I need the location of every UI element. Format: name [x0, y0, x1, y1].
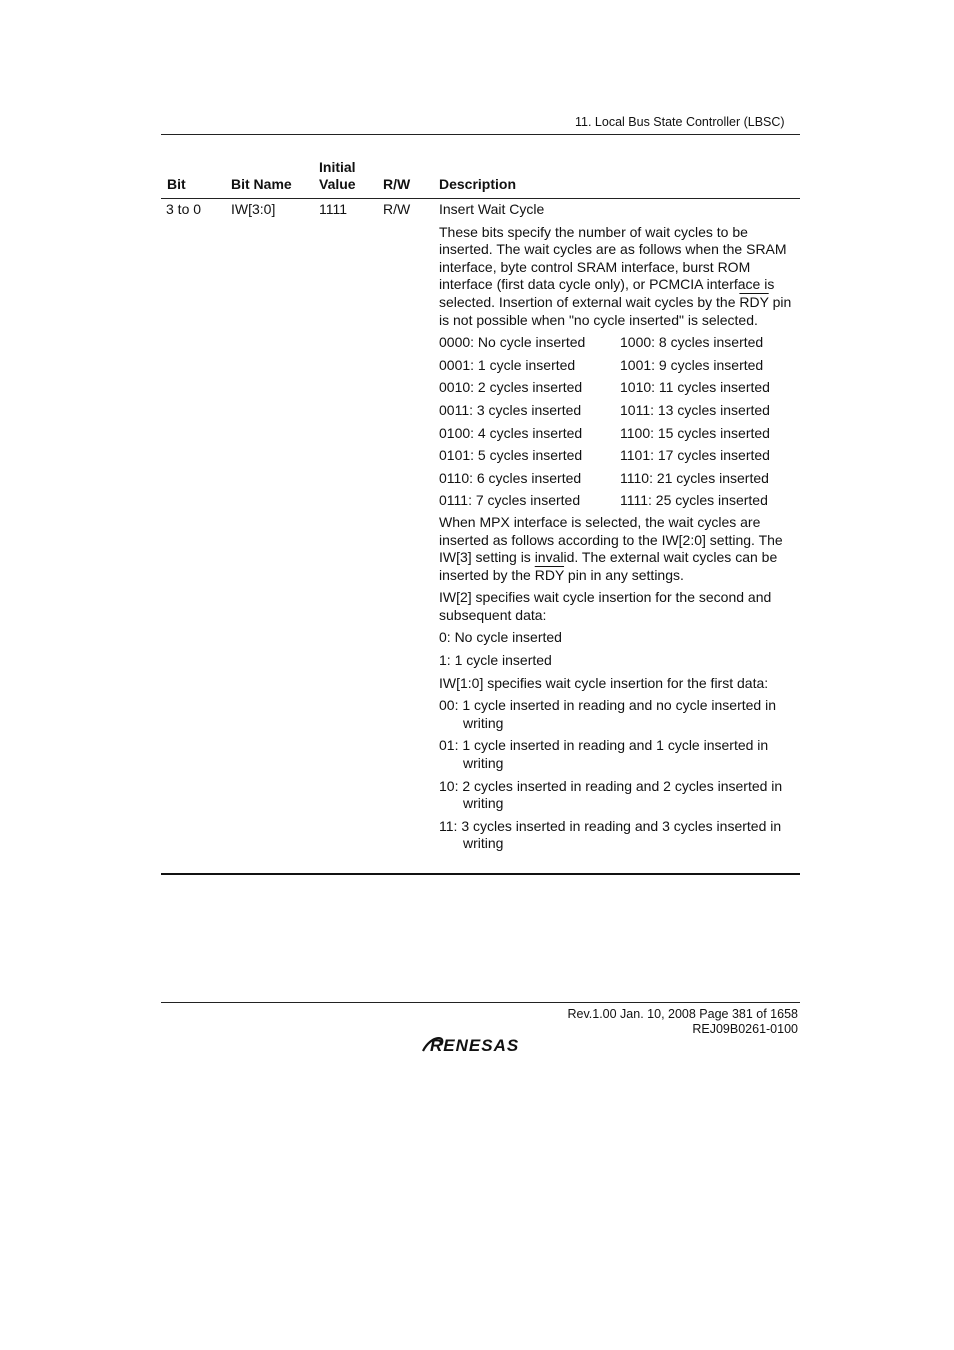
description-cell	[439, 201, 801, 853]
footer-revision: Rev.1.00 Jan. 10, 2008 Page 381 of 1658	[567, 1007, 798, 1021]
setting-0000: 0000: No cycle inserted	[439, 334, 586, 351]
desc-intro	[439, 224, 801, 330]
col-description: Description	[439, 176, 517, 192]
cell-bit-name: IW[3:0]	[231, 201, 276, 217]
desc-iw2: IW[2] specifies wait cycle insertion for the second and subsequent data:	[439, 589, 772, 623]
header-rule	[161, 134, 800, 135]
iw2-option-1: 1: 1 cycle inserted	[439, 652, 552, 669]
setting-1111: 1111: 25 cycles inserted	[620, 492, 768, 509]
cell-initial-value: 1111	[319, 201, 348, 217]
desc-mpx-text-b: pin in any settings.	[564, 566, 684, 583]
setting-0100: 0100: 4 cycles inserted	[439, 424, 583, 441]
setting-1100: 1100: 15 cycles inserted	[620, 424, 770, 441]
iw10-option-10: 10: 2 cycles inserted in reading and 2 cycles inserted in writing	[439, 777, 783, 812]
footer-rule	[161, 1002, 800, 1003]
setting-1110: 1110: 21 cycles inserted	[620, 469, 769, 486]
logo-wordmark: RENESAS	[430, 1036, 520, 1055]
desc-mpx	[439, 514, 801, 584]
running-header: 11. Local Bus State Controller (LBSC)	[575, 115, 785, 129]
iw10-option-00: 00: 1 cycle inserted in reading and no cycle inserted in writing	[439, 697, 776, 731]
setting-0111: 0111: 7 cycles inserted	[439, 492, 581, 509]
col-bit-name: Bit Name	[231, 176, 292, 192]
iw2-option-0: 0: No cycle inserted	[439, 629, 562, 646]
setting-1001: 1001: 9 cycles inserted	[620, 356, 764, 373]
setting-0010: 0010: 2 cycles inserted	[439, 379, 583, 396]
col-initial: Initial	[319, 159, 356, 175]
setting-0001: 0001: 1 cycle inserted	[439, 356, 576, 373]
renesas-logo-graphic	[421, 1033, 543, 1057]
table-header-rule	[161, 198, 800, 199]
iw10-option-11: 11: 3 cycles inserted in reading and 3 cycles inserted in writing	[439, 817, 782, 852]
setting-0110: 0110: 6 cycles inserted	[439, 469, 582, 486]
desc-iw10: IW[1:0] specifies wait cycle insertion for the first data:	[439, 674, 769, 691]
cell-rw: R/W	[383, 201, 411, 217]
renesas-logo	[421, 1033, 543, 1057]
col-value: Value	[319, 176, 356, 192]
iw10-option-01: 01: 1 cycle inserted in reading and 1 cycle inserted in writing	[439, 737, 769, 772]
desc-intro-text-a: These bits specify the number of wait cycles to be inserted. The wait cycles are as follows when the SRAM interface, byte control SRAM interface, burst ROM interface (first data cycle only), or PCMCIA interface is selected. Insertion of external wait cycles by the	[439, 223, 787, 310]
setting-1010: 1010: 11 cycles inserted	[620, 379, 770, 396]
setting-1101: 1101: 17 cycles inserted	[620, 447, 770, 464]
col-bit: Bit	[167, 176, 186, 192]
table-bottom-rule	[161, 873, 800, 875]
setting-1011: 1011: 13 cycles inserted	[620, 401, 770, 418]
desc-intro-text-b: pin is not possible when "no cycle inserted" is selected.	[439, 293, 792, 328]
rdy-pin-label: $\overline{RDY}$	[739, 293, 769, 310]
wait-cycle-settings	[439, 334, 801, 510]
setting-0011: 0011: 3 cycles inserted	[439, 401, 582, 418]
desc-mpx-text-a: When MPX interface is selected, the wait cycles are inserted as follows according to the IW[2:0] setting. The IW[3] setting is invalid. The external wait cycles can be inserted by the	[439, 513, 783, 583]
rdy-pin-label: $\overline{RDY}$	[534, 566, 565, 583]
setting-1000: 1000: 8 cycles inserted	[620, 334, 764, 351]
footer-doc-number: REJ09B0261-0100	[692, 1022, 798, 1036]
col-rw: R/W	[383, 176, 411, 192]
setting-0101: 0101: 5 cycles inserted	[439, 447, 583, 464]
desc-title: Insert Wait Cycle	[439, 201, 545, 217]
cell-bit: 3 to 0	[166, 201, 202, 217]
